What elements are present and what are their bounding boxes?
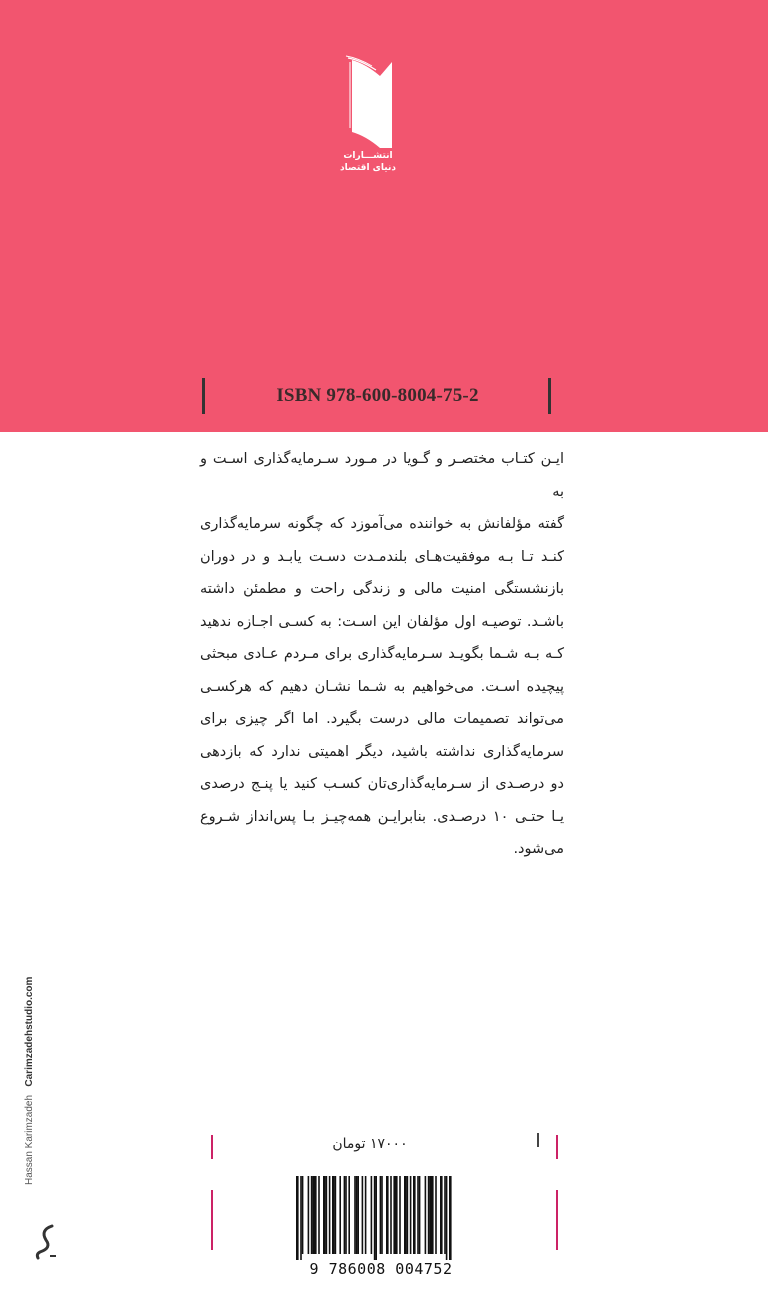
designer-name: Hassan Karimzadeh	[24, 1094, 35, 1185]
barcode-stripe	[326, 1176, 328, 1254]
designer-credit	[24, 977, 35, 1185]
barcode-stripe	[357, 1176, 359, 1254]
barcode-stripe	[435, 1176, 437, 1254]
isbn-divider-left	[202, 378, 205, 414]
barcode-stripe	[417, 1176, 419, 1254]
description-line: بازنشستگی امنیت مالی و زندگی راحت و مطمئن داشته	[200, 581, 564, 597]
publisher-name	[320, 150, 416, 174]
barcode-stripe	[323, 1176, 326, 1254]
book-description	[200, 443, 564, 866]
description-line: می‌شود.	[513, 841, 564, 857]
barcode	[286, 1172, 476, 1282]
barcode-stripe	[302, 1176, 304, 1254]
designer-site: Carimzadehstudio.com	[24, 976, 35, 1087]
barcode-stripe	[308, 1176, 310, 1254]
barcode-stripe	[318, 1176, 320, 1254]
price-divider-left	[211, 1135, 213, 1159]
barcode-stripe	[395, 1176, 398, 1254]
price-text: ۱۷۰۰۰ تومان	[332, 1136, 408, 1152]
studio-signature-icon	[32, 1222, 58, 1262]
barcode-divider-left	[211, 1190, 213, 1250]
publisher-name-line1: انتشـــارات	[343, 151, 393, 161]
barcode-stripe	[390, 1176, 392, 1254]
barcode-stripe	[413, 1176, 416, 1254]
publisher-name-line2: دنیای اقتصاد	[340, 163, 396, 173]
barcode-stripe	[329, 1176, 331, 1254]
barcode-icon	[294, 1176, 468, 1260]
barcode-stripe	[444, 1176, 446, 1254]
barcode-stripe	[344, 1176, 346, 1254]
barcode-stripe	[375, 1176, 377, 1260]
isbn-divider-right	[548, 378, 551, 414]
description-line: یـا حتـی ۱۰ درصـدی. بنابرایـن همه‌چیـز بـا پس‌انداز شـروع	[200, 808, 564, 825]
barcode-stripe	[332, 1176, 335, 1254]
barcode-stripe	[348, 1176, 350, 1254]
barcode-stripe	[312, 1176, 314, 1254]
description-line: باشـد. توصیـه اول مؤلفان این اسـت: به کسـی اجـازه ندهید	[200, 613, 564, 630]
price-divider-right	[556, 1135, 558, 1159]
description-line: کـه بـه شـما بگویـد سـرمایه‌گذاری برای مـردم عـادی مبحثی	[200, 646, 564, 662]
barcode-digits: 9 786008 004752	[309, 1260, 453, 1278]
barcode-stripe	[356, 1176, 358, 1254]
barcode-stripe	[296, 1176, 299, 1260]
barcode-stripe	[393, 1176, 395, 1254]
barcode-stripe	[300, 1176, 302, 1260]
barcode-stripe	[446, 1176, 448, 1260]
barcode-stripe	[428, 1176, 430, 1254]
description-line: ایـن کتـاب مختصـر و گـویا در مـورد سـرمایه‌گذاری اسـت و به	[200, 451, 564, 500]
barcode-stripe	[371, 1176, 373, 1254]
barcode-stripe	[419, 1176, 421, 1254]
barcode-stripe	[339, 1176, 341, 1254]
barcode-stripe	[386, 1176, 389, 1254]
barcode-stripe	[354, 1176, 356, 1254]
barcode-stripe	[399, 1176, 401, 1254]
description-line: دو درصـدی از سـرمایه‌گذاری‌تان کسـب کنید یا پنـج درصدی	[200, 776, 564, 792]
barcode-stripe	[362, 1176, 364, 1254]
barcode-stripe	[374, 1176, 376, 1260]
barcode-stripe	[345, 1176, 347, 1254]
barcode-stripe	[431, 1176, 434, 1254]
isbn-text: ISBN 978-600-8004-75-2	[276, 385, 479, 406]
barcode-stripe	[407, 1176, 409, 1254]
barcode-stripe	[381, 1176, 383, 1254]
barcode-stripe	[440, 1176, 443, 1254]
description-line: می‌تواند تصمیمات مالی درست بگیرد. اما اگر چیزی برای	[200, 711, 564, 727]
description-line: پیچیده اسـت. می‌خواهیم به شـما نشـان دهیم که هرکسـی	[200, 678, 564, 695]
barcode-stripe	[314, 1176, 317, 1254]
barcode-stripe	[449, 1176, 452, 1260]
description-line: گفته مؤلفانش به خواننده می‌آموزد که چگونه سرمایه‌گذاری	[200, 516, 564, 532]
barcode-stripe	[429, 1176, 431, 1254]
barcode-stripe	[311, 1176, 313, 1254]
barcode-stripe	[335, 1176, 337, 1254]
cover-top-band	[0, 0, 768, 432]
barcode-stripe	[410, 1176, 412, 1254]
barcode-divider-right	[556, 1190, 558, 1250]
barcode-stripe	[380, 1176, 382, 1254]
price-divider-mark	[537, 1133, 539, 1147]
barcode-stripe	[425, 1176, 427, 1254]
barcode-stripe	[365, 1176, 367, 1254]
description-line: کنـد تـا بـه موفقیت‌هـای بلندمـدت دسـت یابـد و در دوران	[200, 548, 564, 565]
description-line: سرمایه‌گذاری نداشته باشید، دیگر اهمیتی ندارد که بازدهی	[200, 743, 564, 760]
barcode-stripe	[404, 1176, 407, 1254]
